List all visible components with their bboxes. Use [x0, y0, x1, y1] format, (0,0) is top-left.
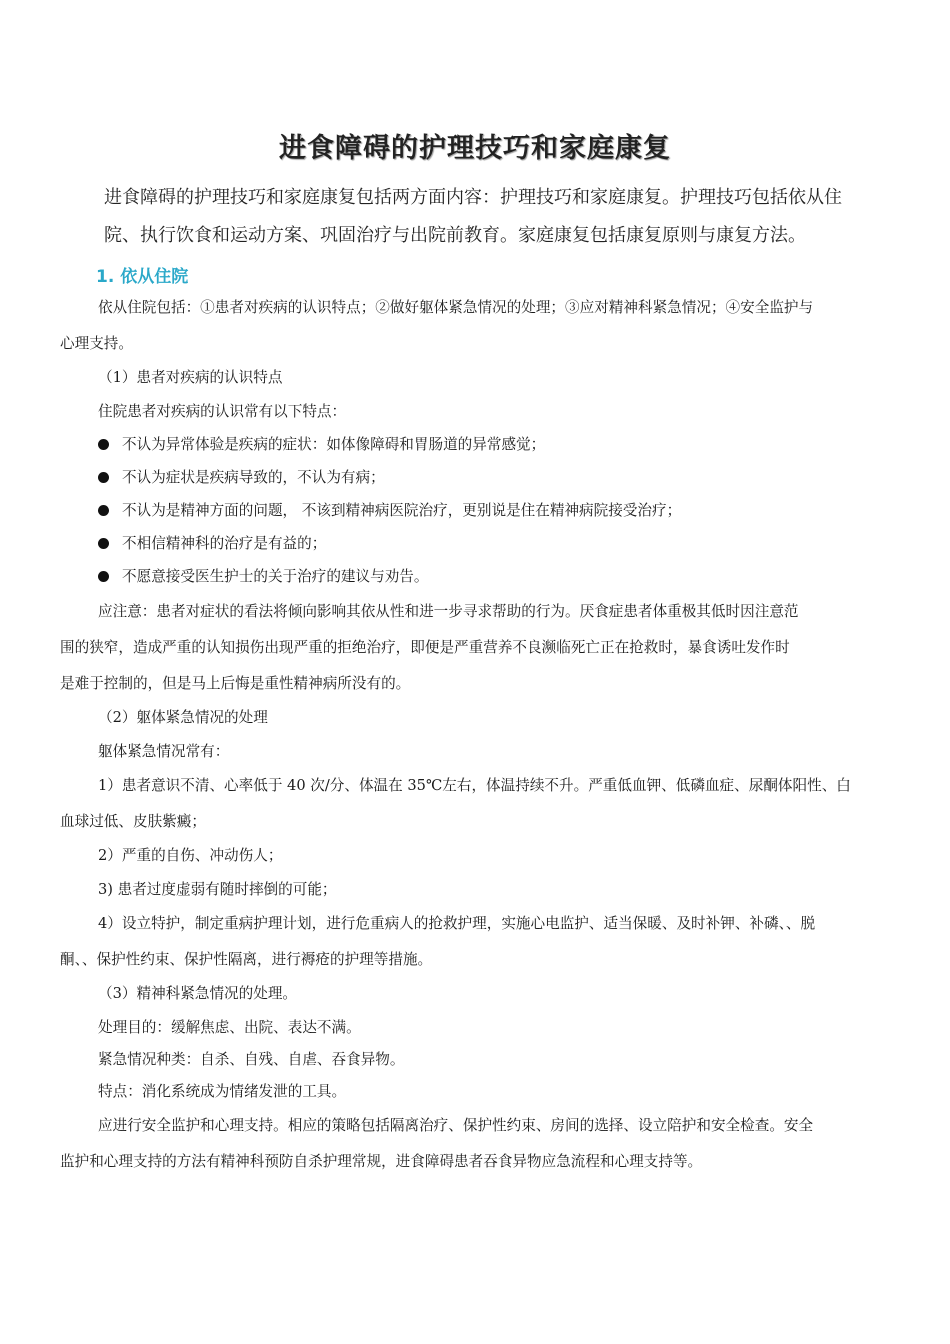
- emergency-item-2: 2）严重的自伤、冲动伤人；: [98, 847, 283, 864]
- psych-types: 紧急情况种类：自杀、自残、自虐、吞食异物。: [98, 1051, 405, 1068]
- bullet-item-4: 不相信精神科的治疗是有益的；: [122, 535, 327, 552]
- emergency-item-3: 3) 患者过度虚弱有随时摔倒的可能；: [98, 881, 337, 898]
- bullet-item-5: 不愿意接受医生护士的关于治疗的建议与劝告。: [122, 568, 429, 585]
- emergency-item-4-line-2: 酮、、保护性约束、保护性隔离，进行褥疮的护理等措施。: [60, 951, 433, 968]
- note-line-3: 是难于控制的，但是马上后悔是重性精神病所没有的。: [60, 675, 411, 692]
- section-heading-1: 1. 依从住院: [96, 267, 189, 287]
- bullet-dot-icon: [98, 571, 109, 582]
- summary-line-2: 心理支持。: [60, 335, 133, 352]
- psych-goal: 处理目的：缓解焦虑、出院、表达不满。: [98, 1019, 361, 1036]
- emergency-item-4-line-1: 4）设立特护，制定重病护理计划，进行危重病人的抢救护理，实施心电监护、适当保暖、及时补钾、补磷、、脱: [98, 915, 816, 932]
- intro-line-1: 进食障碍的护理技巧和家庭康复包括两方面内容：护理技巧和家庭康复。护理技巧包括依从住: [104, 187, 842, 208]
- bullet-dot-icon: [98, 439, 109, 450]
- subsection-2-lead: 躯体紧急情况常有：: [98, 743, 230, 760]
- bullet-dot-icon: [98, 472, 109, 483]
- page-title: 进食障碍的护理技巧和家庭康复: [279, 133, 671, 164]
- emergency-item-1-line-1: 1）患者意识不清、心率低于 40 次/分、体温在 35℃左右，体温持续不升。严重低血钾、低磷血症、尿酮体阳性、白: [98, 777, 851, 794]
- subsection-heading-1: （1）患者对疾病的认识特点: [98, 369, 283, 386]
- bullet-item-1: 不认为异常体验是疾病的症状：如体像障碍和胃肠道的异常感觉；: [122, 436, 546, 453]
- bullet-item-3: 不认为是精神方面的问题， 不该到精神病医院治疗，更别说是住在精神病院接受治疗；: [122, 502, 682, 519]
- note-line-2: 围的狭窄，造成严重的认知损伤出现严重的拒绝治疗，即便是严重营养不良濒临死亡正在抢救时，暴食诱吐发作时: [60, 639, 790, 656]
- support-line-1: 应进行安全监护和心理支持。相应的策略包括隔离治疗、保护性约束、房间的选择、设立陪护和安全检查。安全: [98, 1117, 814, 1134]
- support-line-2: 监护和心理支持的方法有精神科预防自杀护理常规，进食障碍患者吞食异物应急流程和心理支持等。: [60, 1153, 703, 1170]
- bullet-dot-icon: [98, 505, 109, 516]
- intro-line-2: 院、执行饮食和运动方案、巩固治疗与出院前教育。家庭康复包括康复原则与康复方法。: [104, 225, 806, 246]
- note-line-1: 应注意：患者对症状的看法将倾向影响其依从性和进一步寻求帮助的行为。厌食症患者体重极其低时因注意范: [98, 603, 799, 620]
- subsection-heading-3: （3）精神科紧急情况的处理。: [98, 985, 298, 1002]
- subsection-1-lead: 住院患者对疾病的认识常有以下特点：: [98, 403, 347, 420]
- psych-feature: 特点：消化系统成为情绪发泄的工具。: [98, 1083, 347, 1100]
- emergency-item-1-line-2: 血球过低、皮肤紫癜；: [60, 813, 206, 830]
- bullet-dot-icon: [98, 538, 109, 549]
- subsection-heading-2: （2）躯体紧急情况的处理: [98, 709, 268, 726]
- bullet-item-2: 不认为症状是疾病导致的，不认为有病；: [122, 469, 385, 486]
- summary-line-1: 依从住院包括：①患者对疾病的认识特点；②做好躯体紧急情况的处理；③应对精神科紧急情况；④安全监护与: [98, 299, 814, 316]
